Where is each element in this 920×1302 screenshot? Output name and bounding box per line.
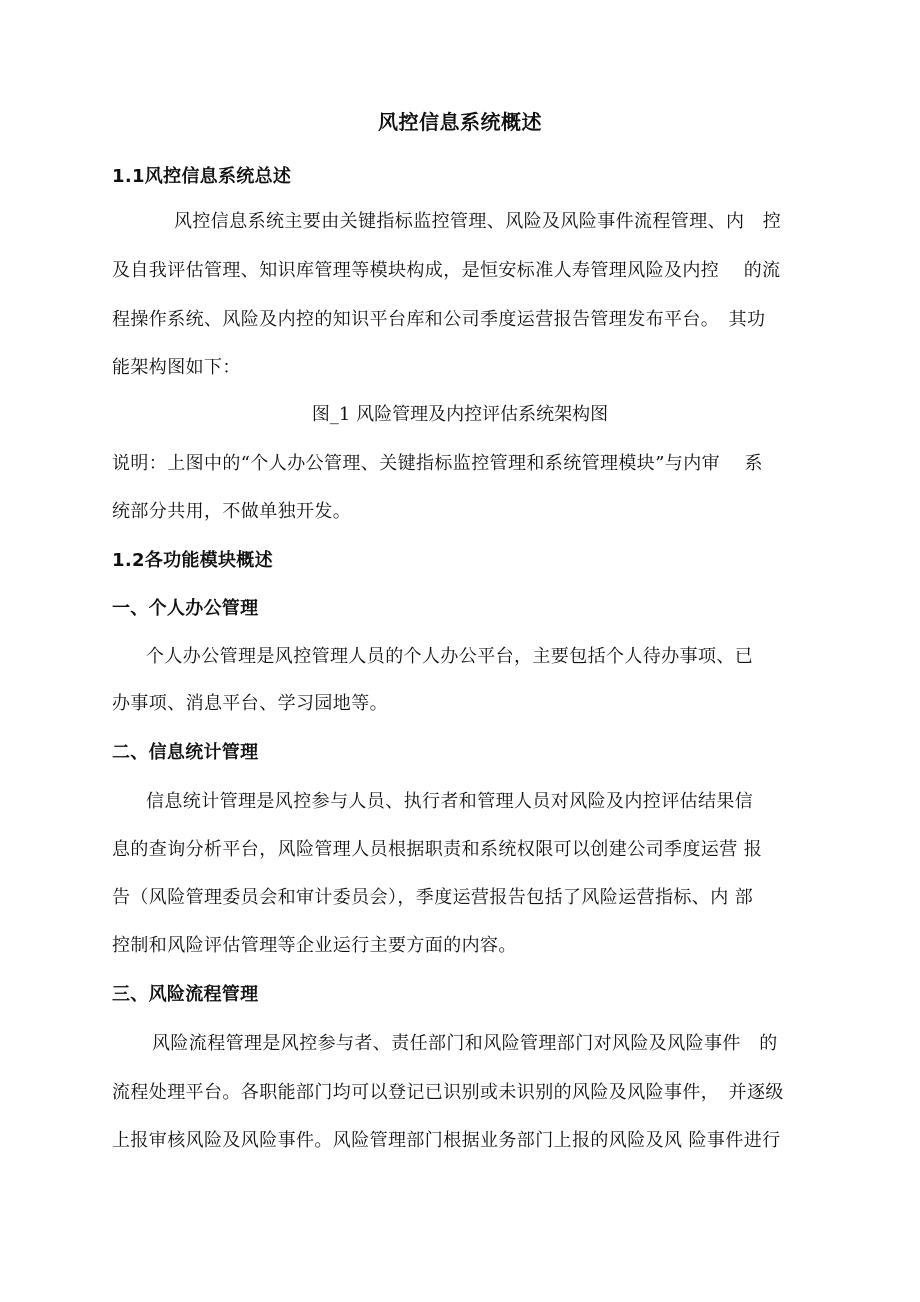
section-heading-modules: 1.2各功能模块概述 <box>112 550 273 571</box>
figure-caption: 图_1 风险管理及内控评估系统架构图 <box>311 404 609 425</box>
paragraph-line: 告（风险管理委员会和审计委员会），季度运营报告包括了风险运营指标、内 部 <box>112 887 754 908</box>
document-title: 风控信息系统概述 <box>378 110 542 134</box>
paragraph-line: 及自我评估管理、知识库管理等模块构成，是恒安标准人寿管理风险及内控 的流 <box>112 260 781 281</box>
paragraph-line: 能架构图如下： <box>112 357 241 378</box>
paragraph-line: 信息统计管理是风控参与人员、执行者和管理人员对风险及内控评估结果信 <box>146 791 754 812</box>
paragraph-line: 上报审核风险及风险事件。风险管理部门根据业务部门上报的风险及风 险事件进行 <box>112 1130 781 1151</box>
note-line: 说明：上图中的“个人办公管理、关键指标监控管理和系统管理模块”与内审 系 <box>112 453 763 474</box>
paragraph-line: 个人办公管理是风控管理人员的个人办公平台，主要包括个人待办事项、已 <box>146 646 754 667</box>
note-line: 统部分共用，不做单独开发。 <box>112 501 352 522</box>
paragraph-line: 息的查询分析平台，风险管理人员根据职责和系统权限可以创建公司季度运营 报 <box>112 839 763 860</box>
paragraph-line: 风控信息系统主要由关键指标监控管理、风险及风险事件流程管理、内 控 <box>174 211 782 232</box>
module-heading-risk-process: 三、风险流程管理 <box>112 984 259 1005</box>
section-heading-overview: 1.1风控信息系统总述 <box>112 166 292 187</box>
paragraph-line: 程操作系统、风险及内控的知识平台库和公司季度运营报告管理发布平台。 其功 <box>112 309 766 330</box>
paragraph-line: 流程处理平台。各职能部门均可以登记已识别或未识别的风险及风险事件， 并逐级 <box>112 1082 784 1103</box>
module-heading-statistics: 二、信息统计管理 <box>112 742 259 763</box>
paragraph-line: 控制和风险评估管理等企业运行主要方面的内容。 <box>112 935 517 956</box>
module-heading-personal-office: 一、个人办公管理 <box>112 598 259 619</box>
paragraph-line: 风险流程管理是风控参与者、责任部门和风险管理部门对风险及风险事件 的 <box>152 1033 778 1054</box>
paragraph-line: 办事项、消息平台、学习园地等。 <box>112 693 388 714</box>
